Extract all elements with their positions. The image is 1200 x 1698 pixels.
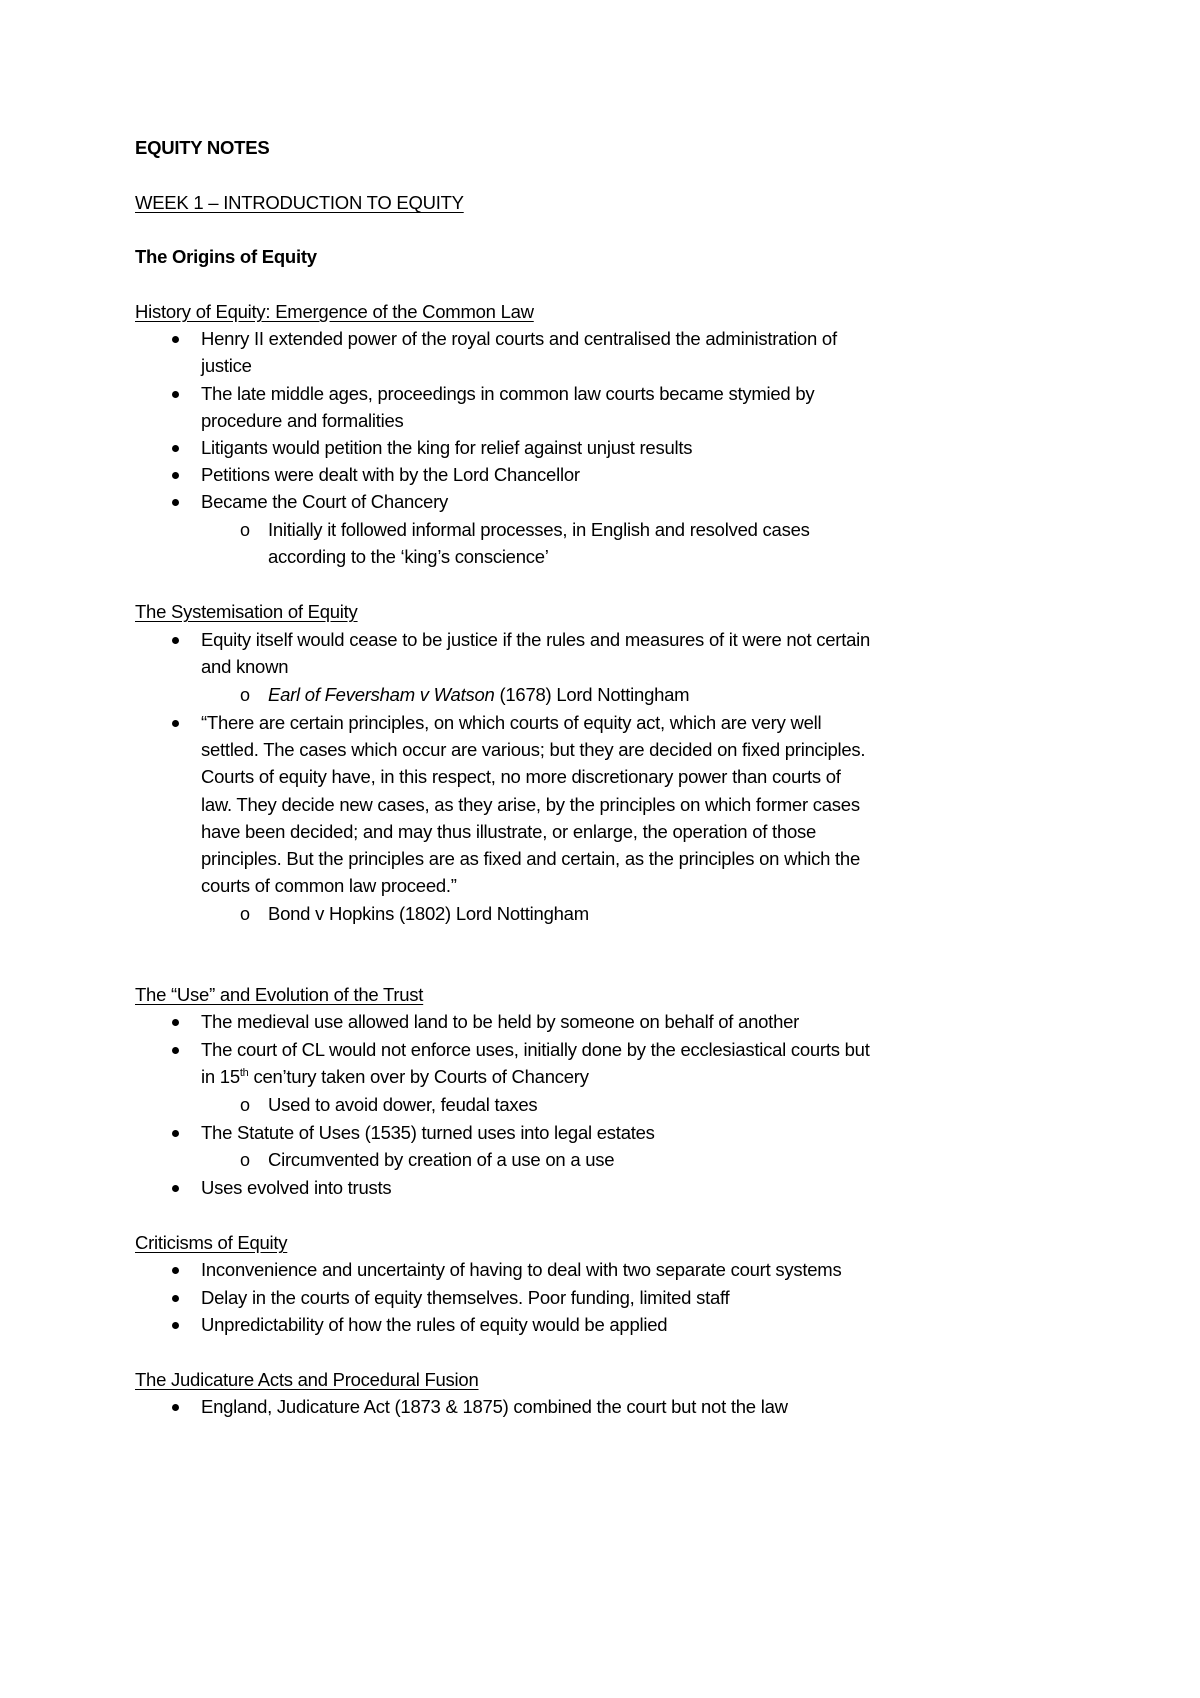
list-item-cont: and known: [201, 656, 289, 677]
sub-bullet-icon: o: [240, 1150, 251, 1170]
quote-line: law. They decide new cases, as they arise, by the principles on which former cases: [201, 794, 860, 815]
list-item-cont: [201, 1066, 589, 1088]
quote-line: principles. But the principles are as fixed and certain, as the principles on which the: [201, 848, 861, 869]
list-item-cont: justice: [201, 355, 252, 376]
section-title: The Origins of Equity: [135, 246, 317, 267]
quote-line: Courts of equity have, in this respect, no more discretionary power than courts of: [201, 766, 841, 787]
bullet-icon: [172, 1047, 179, 1054]
sub-list-item: [268, 684, 689, 706]
sub-bullet-icon: o: [240, 1095, 251, 1115]
bullet-icon: [172, 336, 179, 343]
case-name: Earl of Feversham v Watson: [268, 684, 495, 705]
list-item-cont: procedure and formalities: [201, 410, 404, 431]
bullet-icon: [172, 1267, 179, 1274]
list-item: Unpredictability of how the rules of equity would be applied: [201, 1314, 668, 1335]
bullet-icon: [172, 499, 179, 506]
bullet-icon: [172, 391, 179, 398]
quote-line: courts of common law proceed.”: [201, 875, 457, 896]
bullet-icon: [172, 445, 179, 452]
sub-list-item: Bond v Hopkins (1802) Lord Nottingham: [268, 903, 589, 924]
bullet-icon: [172, 472, 179, 479]
quote-line: have been decided; and may thus illustrate, or enlarge, the operation of those: [201, 821, 817, 842]
bullet-icon: [172, 1404, 179, 1411]
bullet-icon: [172, 720, 179, 727]
sub-bullet-icon: o: [240, 685, 251, 705]
subheading-judicature: The Judicature Acts and Procedural Fusion: [135, 1369, 479, 1390]
superscript: th: [239, 1066, 249, 1079]
sub-list-item: Initially it followed informal processes, in English and resolved cases: [268, 519, 810, 540]
bullet-icon: [172, 637, 179, 644]
bullet-icon: [172, 1130, 179, 1137]
sub-bullet-icon: o: [240, 520, 251, 540]
subheading-criticisms: Criticisms of Equity: [135, 1232, 288, 1253]
week-heading: WEEK 1 – INTRODUCTION TO EQUITY: [135, 192, 464, 213]
list-item: Uses evolved into trusts: [201, 1177, 392, 1198]
quote-line: “There are certain principles, on which courts of equity act, which are very well: [201, 712, 822, 733]
subheading-use-trust: The “Use” and Evolution of the Trust: [135, 984, 424, 1005]
list-item: The late middle ages, proceedings in common law courts became stymied by: [201, 383, 815, 404]
bullet-icon: [172, 1322, 179, 1329]
sub-list-item-cont: according to the ‘king’s conscience’: [268, 546, 549, 567]
bullet-icon: [172, 1185, 179, 1192]
list-item: Litigants would petition the king for relief against unjust results: [201, 437, 693, 458]
subheading-history: History of Equity: Emergence of the Common Law: [135, 301, 534, 322]
sub-bullet-icon: o: [240, 904, 251, 924]
bullet-icon: [172, 1295, 179, 1302]
list-item: Inconvenience and uncertainty of having to deal with two separate court systems: [201, 1259, 842, 1280]
list-item: England, Judicature Act (1873 & 1875) combined the court but not the law: [201, 1396, 788, 1417]
list-item: Henry II extended power of the royal courts and centralised the administration of: [201, 328, 837, 349]
list-item: The medieval use allowed land to be held by someone on behalf of another: [201, 1011, 800, 1032]
bullet-icon: [172, 1019, 179, 1026]
list-item: The Statute of Uses (1535) turned uses into legal estates: [201, 1122, 655, 1143]
list-item: Petitions were dealt with by the Lord Chancellor: [201, 464, 580, 485]
document-title: EQUITY NOTES: [135, 137, 270, 158]
case-citation: (1678) Lord Nottingham: [494, 684, 690, 705]
list-item: Equity itself would cease to be justice if the rules and measures of it were not certain: [201, 629, 871, 650]
quote-line: settled. The cases which occur are various; but they are decided on fixed principles.: [201, 739, 866, 760]
sub-list-item: Circumvented by creation of a use on a use: [268, 1149, 615, 1170]
list-item: Delay in the courts of equity themselves. Poor funding, limited staff: [201, 1287, 730, 1308]
sub-list-item: Used to avoid dower, feudal taxes: [268, 1094, 538, 1115]
list-item: Became the Court of Chancery: [201, 491, 448, 512]
subheading-systemisation: The Systemisation of Equity: [135, 601, 358, 622]
text-run: cen’tury taken over by Courts of Chancery: [248, 1066, 589, 1087]
list-item: The court of CL would not enforce uses, initially done by the ecclesiastical courts but: [201, 1039, 870, 1060]
text-run: in 15: [201, 1066, 240, 1087]
